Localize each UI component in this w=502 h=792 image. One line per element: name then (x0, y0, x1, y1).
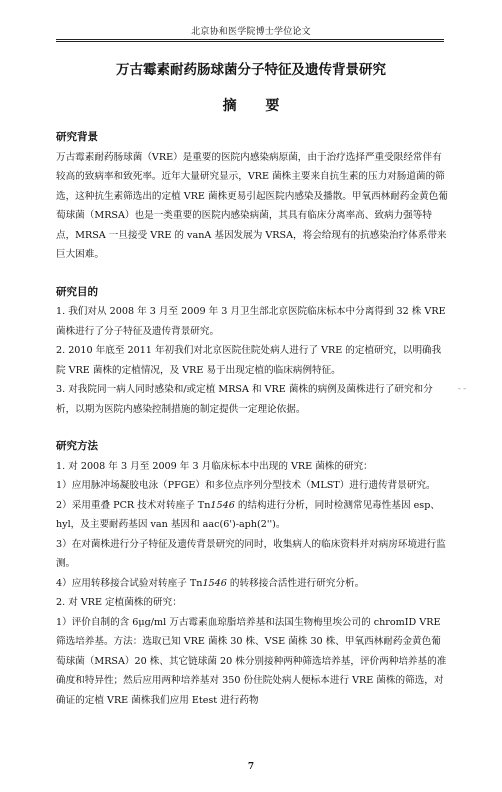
abstract-heading: 摘 要 (222, 98, 292, 114)
abstract-body (56, 128, 448, 710)
page-number: 7 (247, 762, 255, 772)
section-heading-background: 研究背景 (56, 131, 98, 143)
header-rule (56, 39, 444, 42)
methods-item-2: 2. 对 VRE 定植菌株的研究： (56, 597, 182, 608)
objective-item-2: 2. 2010 年底至 2011 年初我们对北京医院住院处病人进行了 VRE 的定植研究，以明确我院 VRE 菌株的定植情况，及 VRE 易于出现定植的临床病例特征。 (56, 345, 442, 376)
paper-title: 万古霉素耐药肠球菌分子特征及遗传背景研究 (116, 62, 386, 78)
margin-mark: - - (458, 384, 466, 393)
methods-sub-4: 4）应用转移接合试验对转座子 Tn1546 的转移接合活性进行研究分析。 (56, 577, 365, 589)
section-heading-methods: 研究方法 (56, 440, 98, 452)
running-header: 北京协和医学院博士学位论文 (191, 27, 311, 37)
methods-sub-5: 1）评价自制的含 6μg/ml 万古霉素血琼脂培养基和法国生物梅里埃公司的 chromID VRE 筛选培养基。方法：选取已知 VRE 菌株 30 株、VSE 菌株 30 株、甲氧西林耐药金黄色葡萄球菌（MRSA）20 株、其它链球菌 20 株分别接种两种筛选培养基，评价两种培养基的准确度和特异性；然后应用两种培养基对 350 份住院处病人便标本进行 VRE 菌株的筛选，对确证的定植 VRE 菌株我们应用 Etest 进行药物 (56, 616, 447, 706)
objective-item-1: 1. 我们对从 2008 年 3 月至 2009 年 3 月卫生部北京医院临床标本中分离得到 32 株 VRE 菌株进行了分子特征及遗传背景研究。 (56, 306, 446, 337)
methods-item-1: 1. 对 2008 年 3 月至 2009 年 3 月临床标本中出现的 VRE 菌株的研究： (56, 460, 373, 472)
methods-sub-3: 3）在对菌株进行分子特征及遗传背景研究的同时，收集病人的临床资料并对病房环境进行监测。 (56, 538, 446, 569)
section-heading-objectives: 研究目的 (56, 285, 98, 298)
objective-item-3: 3. 对我院同一病人同时感染和/或定植 MRSA 和 VRE 菌株的病例及菌株进行了研究和分析，以期为医院内感染控制措施的制定提供一定理论依据。 (56, 384, 433, 415)
methods-sub-2: 2）采用重叠 PCR 技术对转座子 Tn1546 的结构进行分析，同时检测常见毒性基因 esp、hyl，及主要耐药基因 van 基因和 aac(6')-aph(2'')。 (56, 499, 440, 530)
background-paragraph: 万古霉素耐药肠球菌（VRE）是重要的医院内感染病原菌，由于治疗选择严重受限经常伴有较高的致病率和致死率。近年大量研究显示，VRE 菌株主要来自抗生素的压力对肠道菌的筛选，这种抗生素筛选出的定植 VRE 菌株更易引起医院内感染及播散。甲氧西林耐药金黄色葡萄球菌（MRSA）也是一类重要的医院内感染病菌，其具有临床分离率高、致病力强等特点，MRSA 一旦接受 VRE 的 vanA 基因发展为 VRSA，将会给现有的抗感染治疗体系带来巨大困难。 (56, 151, 448, 260)
methods-sub-1: 1）应用脉冲场凝胶电泳（PFGE）和多位点序列分型技术（MLST）进行遗传背景研究。 (56, 480, 436, 491)
